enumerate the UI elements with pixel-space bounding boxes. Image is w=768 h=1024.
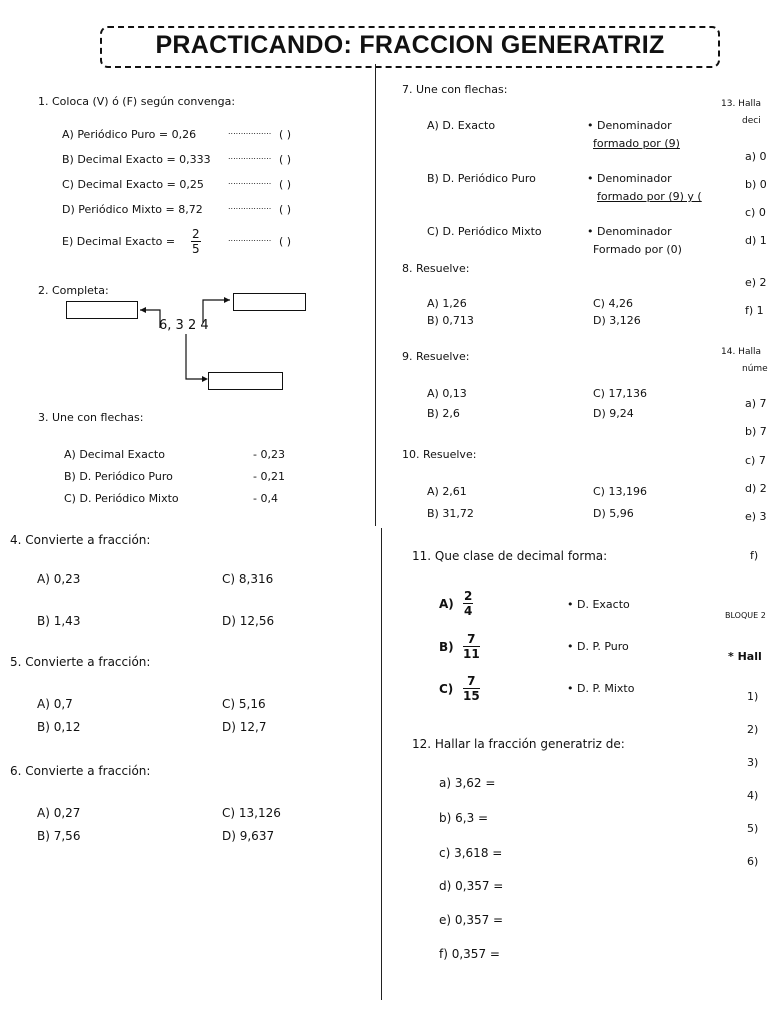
q13-item-b: b) 0 bbox=[745, 178, 767, 191]
q12-item-a: a) 3,62 = bbox=[439, 776, 496, 790]
q2-answer-box-left[interactable] bbox=[66, 301, 138, 319]
q1-answer-c[interactable]: ( ) bbox=[279, 178, 292, 191]
q2-answer-box-top[interactable] bbox=[233, 293, 306, 311]
title-box bbox=[100, 26, 720, 68]
q8-item-a: A) 1,26 bbox=[427, 297, 467, 310]
q4-item-c: C) 8,316 bbox=[222, 572, 274, 586]
q14-item-b: b) 7 bbox=[745, 425, 767, 438]
q1-dots-b: ................. bbox=[228, 152, 272, 161]
q11-type-3: • D. P. Mixto bbox=[567, 682, 635, 695]
q13-item-f: f) 1 bbox=[745, 304, 764, 317]
q3-value-2: - 0,21 bbox=[253, 470, 285, 483]
q11-label-c: C) bbox=[439, 682, 454, 696]
bloque-item-6: 6) bbox=[747, 855, 759, 868]
q10-item-d: D) 5,96 bbox=[593, 507, 634, 520]
q7-left-c: C) D. Periódico Mixto bbox=[427, 225, 542, 238]
q11-label-b: B) bbox=[439, 640, 454, 654]
q11-label-a: A) bbox=[439, 597, 454, 611]
q12-item-c: c) 3,618 = bbox=[439, 846, 503, 860]
q6-header: 6. Convierte a fracción: bbox=[10, 764, 151, 778]
q1-item-e: E) Decimal Exacto = bbox=[62, 235, 176, 248]
q1-dots-a: ................. bbox=[228, 127, 272, 136]
q13-item-d: d) 1 bbox=[745, 234, 767, 247]
q14-item-c: c) 7 bbox=[745, 454, 766, 467]
q12-item-b: b) 6,3 = bbox=[439, 811, 489, 825]
q14-item-e: e) 3 bbox=[745, 510, 767, 523]
bloque-item-4: 4) bbox=[747, 789, 759, 802]
q11-fraction-b: $\frac{7}{11}$ bbox=[463, 632, 480, 661]
q4-item-b: B) 1,43 bbox=[37, 614, 81, 628]
q6-item-d: D) 9,637 bbox=[222, 829, 275, 843]
q12-item-f: f) 0,357 = bbox=[439, 947, 500, 961]
q1-dots-e: ................. bbox=[228, 234, 272, 243]
q5-item-d: D) 12,7 bbox=[222, 720, 267, 734]
q3-value-3: - 0,4 bbox=[253, 492, 278, 505]
bloque-instruction: * Hall bbox=[728, 650, 762, 663]
bloque-item-2: 2) bbox=[747, 723, 759, 736]
q13-item-c: c) 0 bbox=[745, 206, 766, 219]
bloque-item-1: 1) bbox=[747, 690, 759, 703]
q9-header: 9. Resuelve: bbox=[402, 350, 470, 363]
q7-right-a1: • Denominador bbox=[587, 119, 672, 132]
q4-header: 4. Convierte a fracción: bbox=[10, 533, 151, 547]
q7-right-b2: formado por (9) y ( bbox=[597, 190, 702, 203]
q1-answer-d[interactable]: ( ) bbox=[279, 203, 292, 216]
q4-item-d: D) 12,56 bbox=[222, 614, 275, 628]
q8-header: 8. Resuelve: bbox=[402, 262, 470, 275]
page-title: PRACTICANDO: FRACCION GENERATRIZ bbox=[155, 31, 665, 59]
q13-item-a: a) 0 bbox=[745, 150, 767, 163]
q7-right-b1: • Denominador bbox=[587, 172, 672, 185]
bloque-label: BLOQUE 2 bbox=[725, 611, 766, 620]
q7-right-c1: • Denominador bbox=[587, 225, 672, 238]
q13-item-e: e) 2 bbox=[745, 276, 767, 289]
q7-right-c2: Formado por (0) bbox=[593, 243, 682, 256]
q5-item-a: A) 0,7 bbox=[37, 697, 73, 711]
q8-item-c: C) 4,26 bbox=[593, 297, 633, 310]
q1-answer-a[interactable]: ( ) bbox=[279, 128, 292, 141]
q1-dots-c: ................. bbox=[228, 177, 272, 186]
q13-header-1: 13. Halla bbox=[721, 99, 761, 109]
q11-header: 11. Que clase de decimal forma: bbox=[412, 549, 608, 563]
q6-item-a: A) 0,27 bbox=[37, 806, 81, 820]
q1-header: 1. Coloca (V) ó (F) según convenga: bbox=[38, 95, 236, 108]
q12-item-e: e) 0,357 = bbox=[439, 913, 504, 927]
q2-number: 6, 3 2 4 bbox=[159, 318, 209, 333]
q10-item-c: C) 13,196 bbox=[593, 485, 647, 498]
q4-item-a: A) 0,23 bbox=[37, 572, 81, 586]
q9-item-c: C) 17,136 bbox=[593, 387, 647, 400]
column-divider-lower bbox=[381, 528, 382, 1000]
q12-item-d: d) 0,357 = bbox=[439, 879, 504, 893]
q1-item-d: D) Periódico Mixto = 8,72 bbox=[62, 203, 203, 216]
q2-arrows bbox=[130, 290, 240, 390]
q11-type-2: • D. P. Puro bbox=[567, 640, 629, 653]
q8-item-d: D) 3,126 bbox=[593, 314, 641, 327]
q11-type-1: • D. Exacto bbox=[567, 598, 630, 611]
q10-item-a: A) 2,61 bbox=[427, 485, 467, 498]
q9-item-b: B) 2,6 bbox=[427, 407, 460, 420]
q14-item-a: a) 7 bbox=[745, 397, 767, 410]
q1-item-a: A) Periódico Puro = 0,26 bbox=[62, 128, 197, 141]
q7-header: 7. Une con flechas: bbox=[402, 83, 508, 96]
q7-right-a2: formado por (9) bbox=[593, 137, 680, 150]
q1-item-b: B) Decimal Exacto = 0,333 bbox=[62, 153, 211, 166]
q1-fraction-e: $\frac{2}{5}$ bbox=[192, 227, 200, 256]
q3-item-a: A) Decimal Exacto bbox=[64, 448, 165, 461]
column-divider-upper bbox=[375, 64, 376, 526]
q6-item-c: C) 13,126 bbox=[222, 806, 281, 820]
q14-header-2: núme bbox=[742, 364, 768, 374]
q13-header-2: deci bbox=[742, 116, 761, 126]
q3-header: 3. Une con flechas: bbox=[38, 411, 144, 424]
q14-item-d: d) 2 bbox=[745, 482, 767, 495]
q8-item-b: B) 0,713 bbox=[427, 314, 474, 327]
q14-header-1: 14. Halla bbox=[721, 347, 761, 357]
bloque-item-3: 3) bbox=[747, 756, 759, 769]
q1-answer-e[interactable]: ( ) bbox=[279, 235, 292, 248]
q11-fraction-c: $\frac{7}{15}$ bbox=[463, 674, 480, 703]
q10-header: 10. Resuelve: bbox=[402, 448, 477, 461]
q14-item-f: f) bbox=[750, 549, 759, 562]
q9-item-a: A) 0,13 bbox=[427, 387, 467, 400]
q5-item-b: B) 0,12 bbox=[37, 720, 81, 734]
q1-item-c: C) Decimal Exacto = 0,25 bbox=[62, 178, 204, 191]
q3-item-b: B) D. Periódico Puro bbox=[64, 470, 173, 483]
q2-header: 2. Completa: bbox=[38, 284, 109, 297]
q9-item-d: D) 9,24 bbox=[593, 407, 634, 420]
q5-item-c: C) 5,16 bbox=[222, 697, 266, 711]
q7-left-b: B) D. Periódico Puro bbox=[427, 172, 536, 185]
q3-value-1: - 0,23 bbox=[253, 448, 285, 461]
q1-dots-d: ................. bbox=[228, 202, 272, 211]
bloque-item-5: 5) bbox=[747, 822, 759, 835]
q6-item-b: B) 7,56 bbox=[37, 829, 81, 843]
q12-header: 12. Hallar la fracción generatriz de: bbox=[412, 737, 625, 751]
q1-answer-b[interactable]: ( ) bbox=[279, 153, 292, 166]
q10-item-b: B) 31,72 bbox=[427, 507, 474, 520]
q7-left-a: A) D. Exacto bbox=[427, 119, 496, 132]
q11-fraction-a: $\frac{2}{4}$ bbox=[464, 589, 473, 618]
q3-item-c: C) D. Periódico Mixto bbox=[64, 492, 179, 505]
q5-header: 5. Convierte a fracción: bbox=[10, 655, 151, 669]
